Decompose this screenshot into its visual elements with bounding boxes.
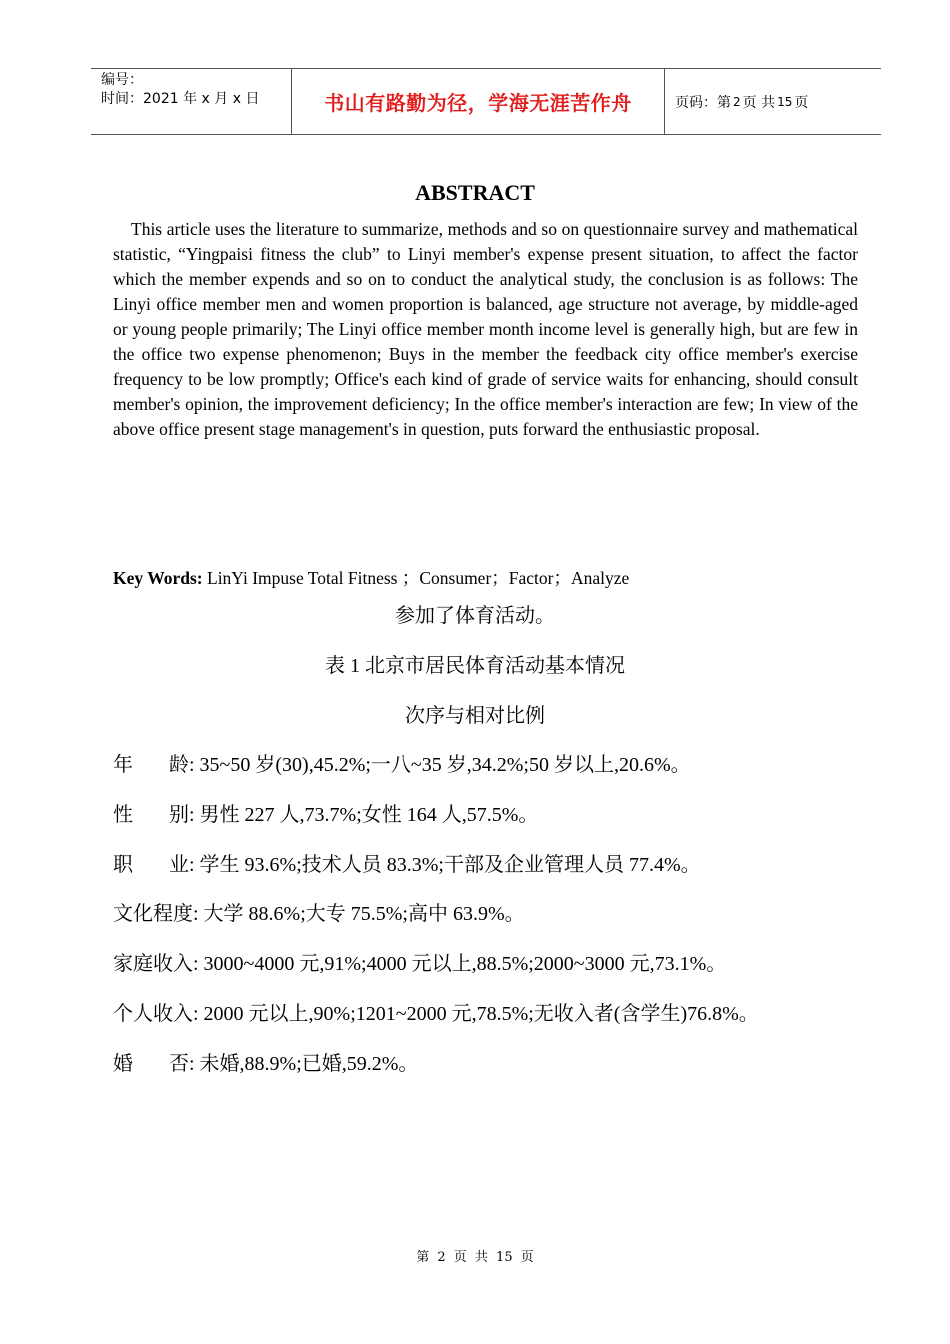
- page-total: 15: [777, 94, 793, 109]
- row-label: 文化程度: [113, 903, 193, 925]
- row-value: : 未婚,88.9%;已婚,59.2%。: [189, 1053, 419, 1075]
- table-title: 表 1 北京市居民体育活动基本情况: [325, 655, 625, 677]
- stat-row-family-income: [113, 949, 726, 979]
- row-value: : 学生 93.6%;技术人员 83.3%;干部及企业管理人员 77.4%。: [189, 854, 701, 876]
- stat-row-personal-income: [113, 999, 759, 1029]
- body-line: 参加了体育活动。: [395, 605, 555, 627]
- row-label: 婚 否: [113, 1053, 189, 1075]
- row-label: 年 龄: [113, 754, 189, 776]
- abstract-body: This article uses the literature to summarize, methods and so on questionnaire survey and mathematical statistic, “Yingpaisi fitness the club” to Linyi member's expense present situation, to affect the factor which the member expends and so on to conduct the analytical study, the conclusion is as follows: The Linyi office member men and women proportion is balanced, age structure not average, by middle-aged or young people primarily; The Linyi office member month income level is generally high, but are few in the office two expense phenomenon; Buys in the member the feedback city office member's exercise frequency to be low promptly; Office's each kind of grade of service waits for enhancing, should consult member's opinion, the improvement deficiency; In the office member's interaction are few; In view of the above office present stage management's in question, puts forward the enthusiastic proposal.: [113, 219, 858, 439]
- row-value: : 3000~4000 元,91%;4000 元以上,88.5%;2000~3000 元,73.1%。: [193, 953, 727, 975]
- stat-row-education: [113, 899, 525, 929]
- stat-row-marital: [113, 1049, 418, 1079]
- stat-row-occupation: [113, 850, 701, 880]
- row-value: : 大学 88.6%;大专 75.5%;高中 63.9%。: [193, 903, 525, 925]
- doc-number-label: 编号：: [101, 72, 143, 88]
- keywords-text: LinYi Impuse Total Fitness ；Consumer；Factor；Analyze: [207, 568, 630, 588]
- doc-time-label: 时间：2021 年 x 月 x 日: [101, 91, 260, 107]
- stat-row-gender: [113, 800, 538, 830]
- abstract-title: ABSTRACT: [415, 180, 535, 205]
- page-suffix: 页: [794, 94, 809, 111]
- page-number: 2: [733, 94, 741, 109]
- row-label: 性 别: [113, 804, 189, 826]
- keywords-label: Key Words:: [113, 568, 203, 588]
- row-value: : 2000 元以上,90%;1201~2000 元,78.5%;无收入者(含学生)76.8%。: [193, 1003, 759, 1025]
- keywords-line: [113, 566, 629, 591]
- page-prefix: 页码：第: [675, 94, 731, 111]
- page-header: [91, 68, 881, 135]
- page-mid: 页 共: [742, 94, 776, 111]
- header-motto: 书山有路勤为径，学海无涯苦作舟: [292, 69, 665, 134]
- stat-row-age: [113, 750, 691, 780]
- table-subtitle: 次序与相对比例: [405, 705, 545, 727]
- row-value: : 35~50 岁(30),45.2%;一八~35 岁,34.2%;50 岁以上,20.6%。: [189, 754, 691, 776]
- row-value: : 男性 227 人,73.7%;女性 164 人,57.5%。: [189, 804, 539, 826]
- row-label: 家庭收入: [113, 953, 193, 975]
- page-footer: 第 2 页 共 15 页: [416, 1250, 534, 1265]
- row-label: 职 业: [113, 854, 189, 876]
- row-label: 个人收入: [113, 1003, 193, 1025]
- header-meta: [91, 69, 292, 134]
- header-page-info: [665, 69, 881, 134]
